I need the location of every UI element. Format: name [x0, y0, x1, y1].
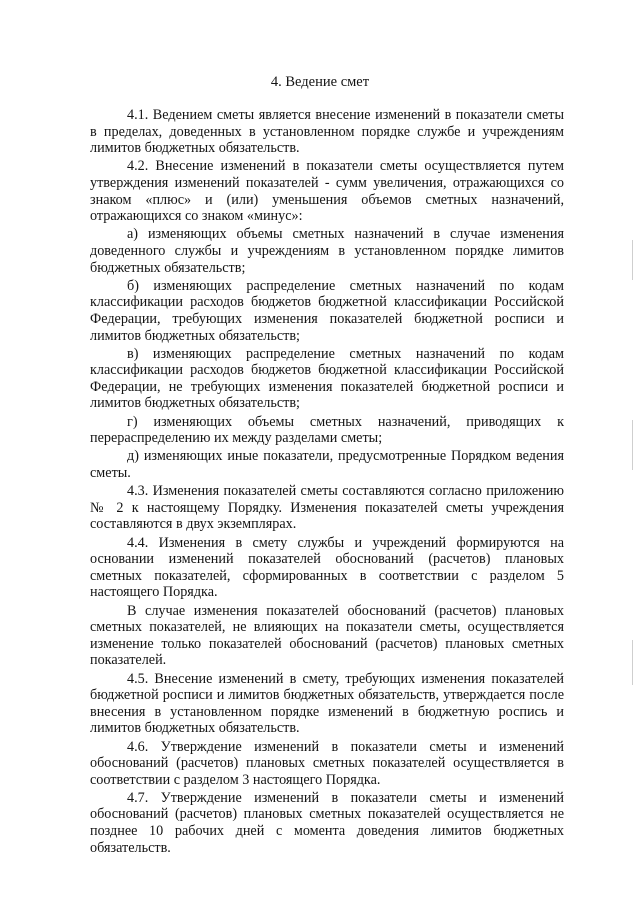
scan-margin-mark	[632, 420, 633, 470]
paragraph-4-5: 4.5. Внесение изменений в смету, требующих изменения показателей бюджетной росписи и лимитов бюджетных обязательств, утверждается после внесения в установленном порядке изменений в бюджетную роспись и лимитов бюджетных обязательств.	[90, 670, 564, 737]
list-item-a: а) изменяющих объемы сметных назначений в случае изменения доведенного службы и учреждениям в установленном порядке лимитов бюджетных обязательств;	[90, 226, 564, 276]
scan-margin-mark	[632, 640, 633, 685]
list-item-b: б) изменяющих распределение сметных назначений по кодам классификации расходов бюджетов бюджетной классификации Российской Федерации, требующих изменения показателей бюджетной росписи и лимитов бюджетных обязательств;	[90, 277, 564, 344]
list-item-d: д) изменяющих иные показатели, предусмотренные Порядком ведения сметы.	[90, 448, 564, 482]
paragraph-4-3: 4.3. Изменения показателей сметы составляются согласно приложению № 2 к настоящему Порядку. Изменения показателей сметы учреждения составляются в двух экземплярах.	[90, 483, 564, 533]
paragraph-4-1: 4.1. Ведением сметы является внесение изменений в показатели сметы в пределах, доведенных в установленном порядке службе и учреждениям лимитов бюджетных обязательств.	[90, 107, 564, 157]
paragraph-4-4: 4.4. Изменения в смету службы и учреждений формируются на основании изменений показателей обоснований (расчетов) плановых сметных показателей, сформированных в соответствии с разделом 5 настоящего Порядка.	[90, 534, 564, 601]
paragraph-4-2: 4.2. Внесение изменений в показатели сметы осуществляется путем утверждения изменений показателей - сумм увеличения, отражающихся со знаком «плюс» и (или) уменьшения объемов сметных назначений, отражающихся со знаком «минус»:	[90, 158, 564, 225]
scan-margin-mark	[632, 240, 633, 280]
list-item-v: в) изменяющих распределение сметных назначений по кодам классификации расходов бюджетов бюджетной классификации Российской Федерации, не требующих изменения показателей бюджетной росписи и лимитов бюджетных обязательств;	[90, 345, 564, 412]
paragraph-4-7: 4.7. Утверждение изменений в показатели сметы и изменений обоснований (расчетов) плановых сметных показателей осуществляется не позднее 10 рабочих дней с момента доведения лимитов бюджетных обязательств.	[90, 789, 564, 856]
document-body	[90, 107, 564, 858]
paragraph-4-6: 4.6. Утверждение изменений в показатели сметы и изменений обоснований (расчетов) плановых сметных показателей осуществляется в соответствии с разделом 3 настоящего Порядка.	[90, 738, 564, 788]
section-title: 4. Ведение смет	[270, 74, 370, 90]
list-item-g: г) изменяющих объемы сметных назначений, приводящих к перераспределению их между разделами сметы;	[90, 413, 564, 447]
paragraph-4-4-note: В случае изменения показателей обоснований (расчетов) плановых сметных показателей, не влияющих на показатели сметы, осуществляется изменение только показателей обоснований (расчетов) плановых сметных показателей.	[90, 602, 564, 669]
